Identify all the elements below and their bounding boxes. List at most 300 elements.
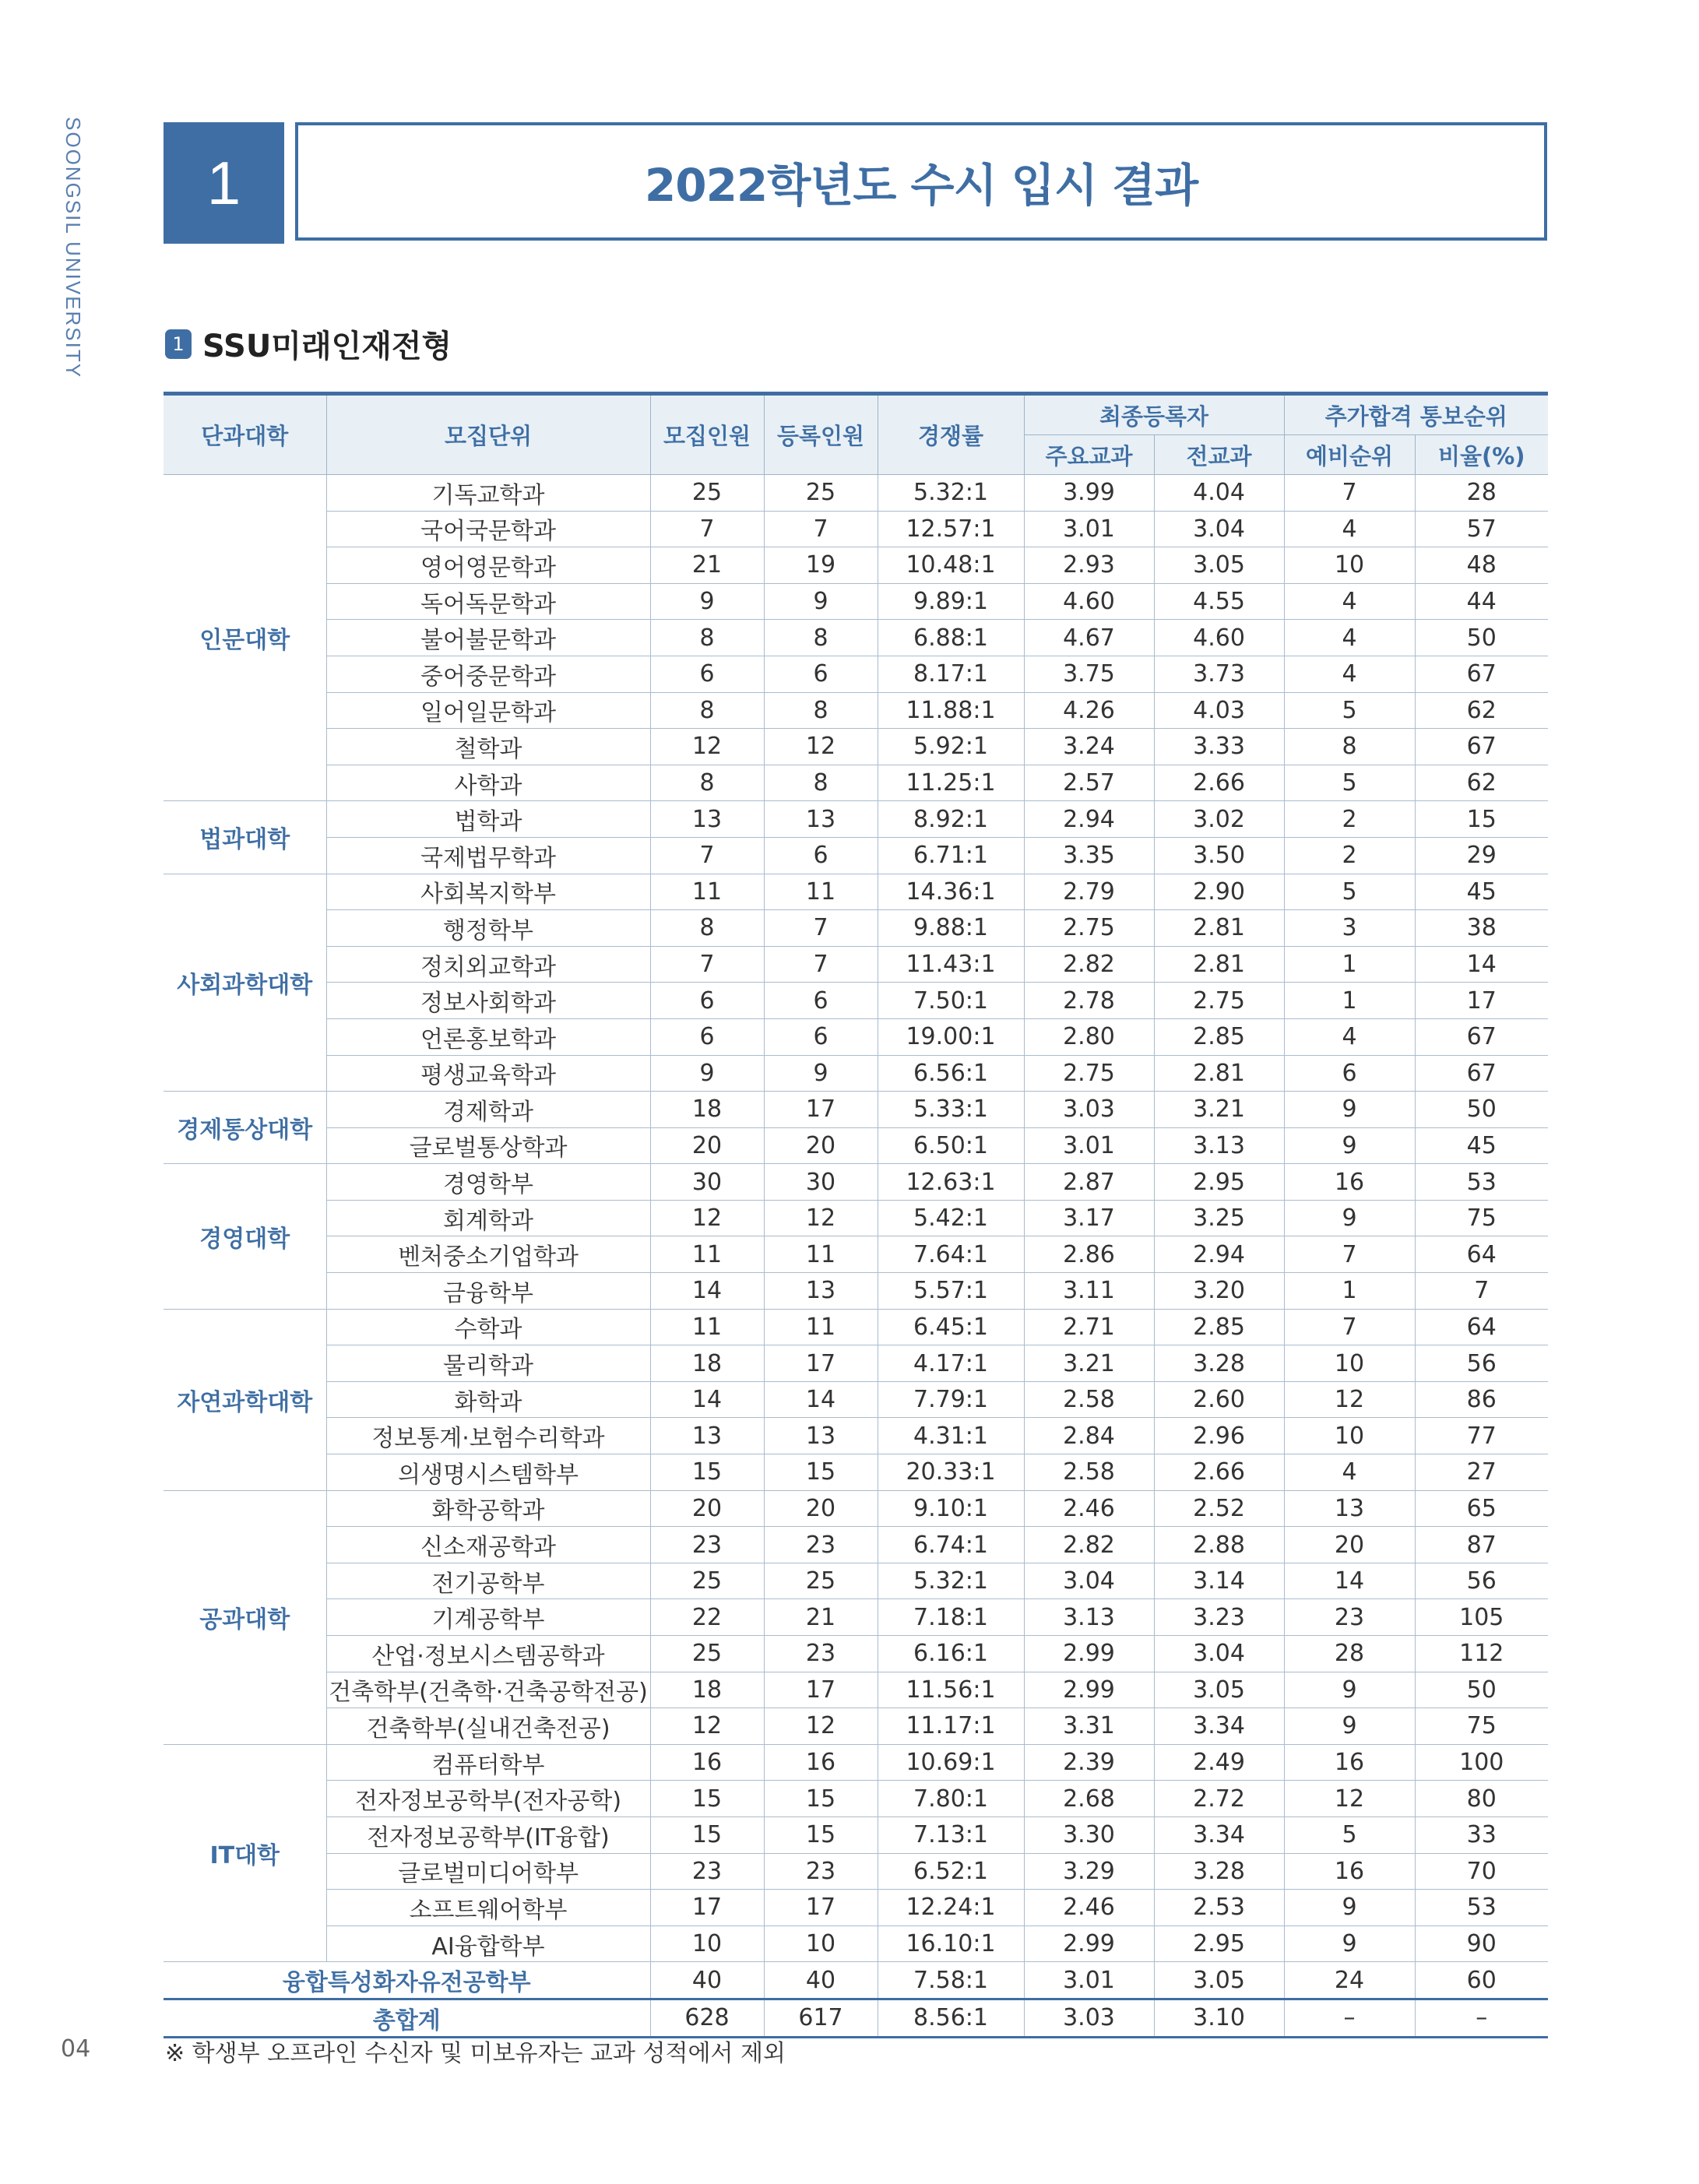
table-cell: 6: [650, 1018, 764, 1055]
unit-name: 컴퓨터학부: [326, 1744, 650, 1781]
college-name: 자연과학대학: [164, 1309, 326, 1490]
table-row: [164, 1926, 1548, 1962]
table-cell: 16: [1284, 1164, 1415, 1201]
table-cell: 20: [764, 1490, 878, 1527]
header-waitlist-rank: 예비순위: [1284, 435, 1415, 475]
table-row: [164, 1055, 1548, 1092]
table-cell: 3.30: [1024, 1816, 1154, 1853]
table-cell: 2.85: [1154, 1018, 1284, 1055]
page-number: 04: [61, 2035, 91, 2063]
footnote: ※ 학생부 오프라인 수신자 및 미보유자는 교과 성적에서 제외: [165, 2040, 786, 2067]
table-cell: 24: [1284, 1962, 1415, 1999]
table-cell: 2.49: [1154, 1744, 1284, 1781]
table-cell: 48: [1415, 547, 1548, 584]
table-cell: 50: [1415, 1092, 1548, 1128]
table-cell: 9: [650, 1055, 764, 1092]
table-cell: 57: [1415, 511, 1548, 547]
table-cell: 15: [764, 1781, 878, 1817]
table-cell: 5.33:1: [878, 1092, 1024, 1128]
table-cell: 628: [650, 1999, 764, 2037]
table-cell: 11: [764, 1236, 878, 1273]
unit-name: 독어독문학과: [326, 583, 650, 620]
header-registered: 등록인원: [764, 394, 878, 475]
sub-section-title: SSU미래인재전형: [202, 329, 452, 364]
table-cell: 6: [764, 837, 878, 874]
table-cell: 11.25:1: [878, 765, 1024, 801]
table-cell: 3: [1284, 910, 1415, 947]
table-cell: 27: [1415, 1454, 1548, 1491]
table-row: [164, 475, 1548, 512]
table-cell: 2.95: [1154, 1926, 1284, 1962]
table-cell: 14: [650, 1381, 764, 1418]
table-row: [164, 946, 1548, 983]
unit-name: 정치외교학과: [326, 946, 650, 983]
unit-name: 국어국문학과: [326, 511, 650, 547]
table-cell: 9: [1284, 1926, 1415, 1962]
table-cell: 2.79: [1024, 874, 1154, 910]
table-cell: 18: [650, 1345, 764, 1382]
table-cell: 2: [1284, 801, 1415, 838]
table-cell: 3.14: [1154, 1563, 1284, 1599]
table-cell: 19.00:1: [878, 1018, 1024, 1055]
table-row: [164, 1890, 1548, 1926]
table-cell: 80: [1415, 1781, 1548, 1817]
table-cell: 11: [764, 874, 878, 910]
table-cell: 18: [650, 1092, 764, 1128]
table-cell: 3.05: [1154, 1962, 1284, 1999]
table-cell: 11.43:1: [878, 946, 1024, 983]
unit-name: 신소재공학과: [326, 1527, 650, 1563]
table-cell: 20: [764, 1127, 878, 1164]
table-cell: 20: [650, 1127, 764, 1164]
table-cell: 14: [650, 1273, 764, 1310]
table-cell: 15: [650, 1781, 764, 1817]
table-row: [164, 1018, 1548, 1055]
table-cell: 20: [650, 1490, 764, 1527]
table-row: [164, 765, 1548, 801]
table-cell: 9: [1284, 1672, 1415, 1708]
table-cell: 11: [650, 874, 764, 910]
table-cell: 4.04: [1154, 475, 1284, 512]
table-cell: 12: [650, 729, 764, 765]
table-cell: 12.24:1: [878, 1890, 1024, 1926]
table-cell: 13: [1284, 1490, 1415, 1527]
header-main-subjects: 주요교과: [1024, 435, 1154, 475]
table-cell: 2: [1284, 837, 1415, 874]
unit-name: 정보통계·보험수리학과: [326, 1418, 650, 1454]
unit-name: 경영학부: [326, 1164, 650, 1201]
unit-name: 언론홍보학과: [326, 1018, 650, 1055]
table-row: [164, 1092, 1548, 1128]
college-name: 인문대학: [164, 475, 326, 801]
table-cell: 3.04: [1154, 1636, 1284, 1672]
table-cell: 8: [650, 765, 764, 801]
table-cell: 25: [764, 475, 878, 512]
table-cell: 14: [1415, 946, 1548, 983]
sub-section-heading: [165, 322, 452, 366]
table-cell: 13: [764, 801, 878, 838]
table-cell: 2.94: [1154, 1236, 1284, 1273]
table-cell: 7: [1284, 1236, 1415, 1273]
table-cell: 2.52: [1154, 1490, 1284, 1527]
table-cell: 8: [764, 765, 878, 801]
unit-name: 글로벌미디어학부: [326, 1853, 650, 1890]
table-cell: 6.88:1: [878, 620, 1024, 656]
table-cell: 6: [650, 983, 764, 1019]
table-row: [164, 1418, 1548, 1454]
table-cell: 3.23: [1154, 1599, 1284, 1636]
table-cell: 7: [1284, 1309, 1415, 1345]
table-cell: 2.60: [1154, 1381, 1284, 1418]
table-cell: 1: [1284, 946, 1415, 983]
table-cell: 8: [1284, 729, 1415, 765]
table-cell: 9: [1284, 1708, 1415, 1745]
table-row: [164, 692, 1548, 729]
college-name: 공과대학: [164, 1490, 326, 1744]
table-cell: 2.82: [1024, 1527, 1154, 1563]
table-cell: 3.01: [1024, 1962, 1154, 1999]
table-cell: 4.67: [1024, 620, 1154, 656]
table-cell: 3.13: [1024, 1599, 1154, 1636]
table-cell: 3.21: [1154, 1092, 1284, 1128]
table-cell: 12: [650, 1200, 764, 1236]
table-cell: 12: [764, 729, 878, 765]
table-cell: 7.50:1: [878, 983, 1024, 1019]
table-cell: 7: [650, 511, 764, 547]
table-cell: 21: [650, 547, 764, 584]
table-cell: 25: [650, 1636, 764, 1672]
table-row: [164, 983, 1548, 1019]
table-cell: 64: [1415, 1236, 1548, 1273]
table-cell: 3.05: [1154, 547, 1284, 584]
table-cell: 11: [764, 1309, 878, 1345]
side-university-label: SOONGSIL UNIVERSITY: [62, 117, 85, 379]
table-cell: 5.92:1: [878, 729, 1024, 765]
table-cell: 67: [1415, 1018, 1548, 1055]
header-all-subjects: 전교과: [1154, 435, 1284, 475]
unit-name: 불어불문학과: [326, 620, 650, 656]
table-cell: 5: [1284, 874, 1415, 910]
table-cell: 12: [1284, 1781, 1415, 1817]
table-row: [164, 1345, 1548, 1382]
table-cell: 3.10: [1154, 1999, 1284, 2037]
table-cell: 60: [1415, 1962, 1548, 1999]
table-cell: 6.71:1: [878, 837, 1024, 874]
table-cell: 2.46: [1024, 1890, 1154, 1926]
table-cell: 16: [1284, 1744, 1415, 1781]
table-cell: 14: [764, 1381, 878, 1418]
special-row-label: 융합특성화자유전공학부: [164, 1962, 650, 1999]
table-cell: 62: [1415, 765, 1548, 801]
table-cell: 9: [1284, 1890, 1415, 1926]
table-cell: 4: [1284, 1454, 1415, 1491]
table-cell: 8: [764, 692, 878, 729]
table-cell: 8: [650, 910, 764, 947]
table-cell: 17: [764, 1672, 878, 1708]
table-row: [164, 656, 1548, 692]
unit-name: 글로벌통상학과: [326, 1127, 650, 1164]
unit-name: 금융학부: [326, 1273, 650, 1310]
table-cell: 3.03: [1024, 1092, 1154, 1128]
table-cell: 2.46: [1024, 1490, 1154, 1527]
table-cell: 25: [764, 1563, 878, 1599]
table-cell: 9: [1284, 1092, 1415, 1128]
table-cell: 20.33:1: [878, 1454, 1024, 1491]
table-cell: 45: [1415, 874, 1548, 910]
table-cell: 17: [1415, 983, 1548, 1019]
unit-name: AI융합학부: [326, 1926, 650, 1962]
header-unit: 모집단위: [326, 394, 650, 475]
table-cell: 8: [764, 620, 878, 656]
table-cell: 18: [650, 1672, 764, 1708]
table-cell: 86: [1415, 1381, 1548, 1418]
table-cell: 2.82: [1024, 946, 1154, 983]
unit-name: 회계학과: [326, 1200, 650, 1236]
table-cell: 9: [1284, 1200, 1415, 1236]
table-cell: 10: [1284, 1345, 1415, 1382]
table-row: [164, 1672, 1548, 1708]
table-cell: 2.66: [1154, 1454, 1284, 1491]
table-row: [164, 729, 1548, 765]
table-row: [164, 1744, 1548, 1781]
table-cell: 17: [650, 1890, 764, 1926]
table-cell: 2.39: [1024, 1744, 1154, 1781]
table-cell: 2.96: [1154, 1418, 1284, 1454]
table-cell: 2.53: [1154, 1890, 1284, 1926]
table-cell: 10: [1284, 547, 1415, 584]
table-cell: 2.84: [1024, 1418, 1154, 1454]
table-cell: 11: [650, 1309, 764, 1345]
college-name: IT대학: [164, 1744, 326, 1962]
table-cell: 617: [764, 1999, 878, 2037]
table-cell: 22: [650, 1599, 764, 1636]
sub-section-badge: 1: [165, 329, 192, 359]
table-cell: 3.24: [1024, 729, 1154, 765]
table-cell: 40: [650, 1962, 764, 1999]
table-cell: 87: [1415, 1527, 1548, 1563]
table-cell: 11.17:1: [878, 1708, 1024, 1745]
unit-name: 벤처중소기업학과: [326, 1236, 650, 1273]
table-cell: 2.72: [1154, 1781, 1284, 1817]
table-cell: 2.58: [1024, 1381, 1154, 1418]
table-cell: 7.18:1: [878, 1599, 1024, 1636]
header-percent: 비율(%): [1415, 435, 1548, 475]
table-cell: 4.55: [1154, 583, 1284, 620]
table-cell: 5.32:1: [878, 1563, 1024, 1599]
table-cell: 17: [764, 1092, 878, 1128]
table-cell: 5: [1284, 692, 1415, 729]
table-cell: 67: [1415, 729, 1548, 765]
section-title: 2022학년도 수시 입시 결과: [295, 122, 1547, 241]
table-cell: 33: [1415, 1816, 1548, 1853]
table-cell: 10: [650, 1926, 764, 1962]
table-cell: 67: [1415, 1055, 1548, 1092]
table-cell: 28: [1415, 475, 1548, 512]
table-cell: 3.20: [1154, 1273, 1284, 1310]
table-cell: 1: [1284, 1273, 1415, 1310]
table-cell: 3.25: [1154, 1200, 1284, 1236]
table-row: [164, 1164, 1548, 1201]
unit-name: 평생교육학과: [326, 1055, 650, 1092]
table-row: [164, 1490, 1548, 1527]
table-row: [164, 1636, 1548, 1672]
table-cell: 5: [1284, 765, 1415, 801]
table-cell: 8: [650, 620, 764, 656]
unit-name: 기계공학부: [326, 1599, 650, 1636]
table-cell: 3.04: [1154, 511, 1284, 547]
table-cell: 10: [1284, 1418, 1415, 1454]
table-cell: 13: [650, 801, 764, 838]
table-cell: 3.34: [1154, 1708, 1284, 1745]
table-cell: 3.28: [1154, 1853, 1284, 1890]
unit-name: 정보사회학과: [326, 983, 650, 1019]
table-cell: 105: [1415, 1599, 1548, 1636]
table-cell: 6.56:1: [878, 1055, 1024, 1092]
table-cell: 23: [1284, 1599, 1415, 1636]
table-cell: 7.58:1: [878, 1962, 1024, 1999]
table-cell: 28: [1284, 1636, 1415, 1672]
table-cell: 3.01: [1024, 511, 1154, 547]
table-cell: 4: [1284, 583, 1415, 620]
table-cell: 90: [1415, 1926, 1548, 1962]
table-cell: 38: [1415, 910, 1548, 947]
table-row: [164, 910, 1548, 947]
table-cell: 15: [650, 1454, 764, 1491]
table-cell: 2.99: [1024, 1672, 1154, 1708]
table-cell: 23: [650, 1853, 764, 1890]
table-row: [164, 1563, 1548, 1599]
table-cell: 3.11: [1024, 1273, 1154, 1310]
unit-name: 전자정보공학부(전자공학): [326, 1781, 650, 1817]
table-cell: 62: [1415, 692, 1548, 729]
unit-name: 일어일문학과: [326, 692, 650, 729]
header-extra-group: 추가합격 통보순위: [1284, 394, 1548, 435]
unit-name: 소프트웨어학부: [326, 1890, 650, 1926]
table-cell: 5.32:1: [878, 475, 1024, 512]
table-cell: 3.03: [1024, 1999, 1154, 2037]
unit-name: 전자정보공학부(IT융합): [326, 1816, 650, 1853]
table-row: [164, 511, 1548, 547]
table-cell: 16: [764, 1744, 878, 1781]
unit-name: 수학과: [326, 1309, 650, 1345]
unit-name: 국제법무학과: [326, 837, 650, 874]
table-cell: 7: [1284, 475, 1415, 512]
table-row: [164, 1454, 1548, 1491]
table-cell: 2.58: [1024, 1454, 1154, 1491]
table-cell: 53: [1415, 1890, 1548, 1926]
table-cell: 2.81: [1154, 946, 1284, 983]
table-cell: 30: [764, 1164, 878, 1201]
table-cell: 23: [764, 1527, 878, 1563]
admission-results-table: [164, 392, 1548, 2038]
table-cell: 4: [1284, 656, 1415, 692]
unit-name: 중어중문학과: [326, 656, 650, 692]
table-cell: 2.81: [1154, 910, 1284, 947]
table-cell: 2.90: [1154, 874, 1284, 910]
table-cell: 70: [1415, 1853, 1548, 1890]
table-cell: 7.79:1: [878, 1381, 1024, 1418]
table-cell: 4.60: [1154, 620, 1284, 656]
table-cell: 20: [1284, 1527, 1415, 1563]
table-cell: 3.13: [1154, 1127, 1284, 1164]
table-row: [164, 547, 1548, 584]
table-cell: 9: [764, 1055, 878, 1092]
table-cell: 4: [1284, 511, 1415, 547]
table-cell: 16.10:1: [878, 1926, 1024, 1962]
table-cell: 2.66: [1154, 765, 1284, 801]
table-cell: 44: [1415, 583, 1548, 620]
unit-name: 산업·정보시스템공학과: [326, 1636, 650, 1672]
table-cell: 40: [764, 1962, 878, 1999]
table-cell: 15: [764, 1454, 878, 1491]
table-cell: 7: [764, 946, 878, 983]
table-row: [164, 801, 1548, 838]
table-cell: 8.17:1: [878, 656, 1024, 692]
table-cell: 65: [1415, 1490, 1548, 1527]
table-row: [164, 1527, 1548, 1563]
table-cell: 6: [1284, 1055, 1415, 1092]
table-cell: 6: [764, 656, 878, 692]
unit-name: 건축학부(실내건축전공): [326, 1708, 650, 1745]
table-cell: 112: [1415, 1636, 1548, 1672]
table-row: [164, 1381, 1548, 1418]
table-cell: 9: [1284, 1127, 1415, 1164]
table-cell: 75: [1415, 1200, 1548, 1236]
table-row: [164, 1236, 1548, 1273]
header-quota: 모집인원: [650, 394, 764, 475]
table-cell: 7.13:1: [878, 1816, 1024, 1853]
table-cell: 50: [1415, 620, 1548, 656]
table-cell: 21: [764, 1599, 878, 1636]
table-cell: 7: [650, 837, 764, 874]
table-cell: 3.31: [1024, 1708, 1154, 1745]
unit-name: 사회복지학부: [326, 874, 650, 910]
table-cell: 2.87: [1024, 1164, 1154, 1201]
table-cell: 7.80:1: [878, 1781, 1024, 1817]
table-cell: 6: [764, 983, 878, 1019]
table-cell: 12.57:1: [878, 511, 1024, 547]
table-cell: 64: [1415, 1309, 1548, 1345]
table-cell: 5: [1284, 1816, 1415, 1853]
table-cell: 2.68: [1024, 1781, 1154, 1817]
table-cell: 3.21: [1024, 1345, 1154, 1382]
table-cell: 3.28: [1154, 1345, 1284, 1382]
table-cell: –: [1415, 1999, 1548, 2037]
table-cell: 17: [764, 1345, 878, 1382]
table-cell: 6: [650, 656, 764, 692]
table-cell: 7: [1415, 1273, 1548, 1310]
total-row: [164, 1999, 1548, 2037]
table-cell: 2.85: [1154, 1309, 1284, 1345]
college-name: 법과대학: [164, 801, 326, 874]
table-cell: 11.88:1: [878, 692, 1024, 729]
section-number-box: 1: [164, 122, 284, 244]
table-cell: 2.99: [1024, 1636, 1154, 1672]
table-cell: 4.31:1: [878, 1418, 1024, 1454]
table-row: [164, 1708, 1548, 1745]
table-cell: 30: [650, 1164, 764, 1201]
table-row: [164, 837, 1548, 874]
table-cell: 6.16:1: [878, 1636, 1024, 1672]
unit-name: 법학과: [326, 801, 650, 838]
table-row: [164, 1309, 1548, 1345]
table-cell: 25: [650, 475, 764, 512]
table-row: [164, 1200, 1548, 1236]
table-cell: 56: [1415, 1345, 1548, 1382]
table-cell: 29: [1415, 837, 1548, 874]
table-row: [164, 1853, 1548, 1890]
table-cell: 2.99: [1024, 1926, 1154, 1962]
